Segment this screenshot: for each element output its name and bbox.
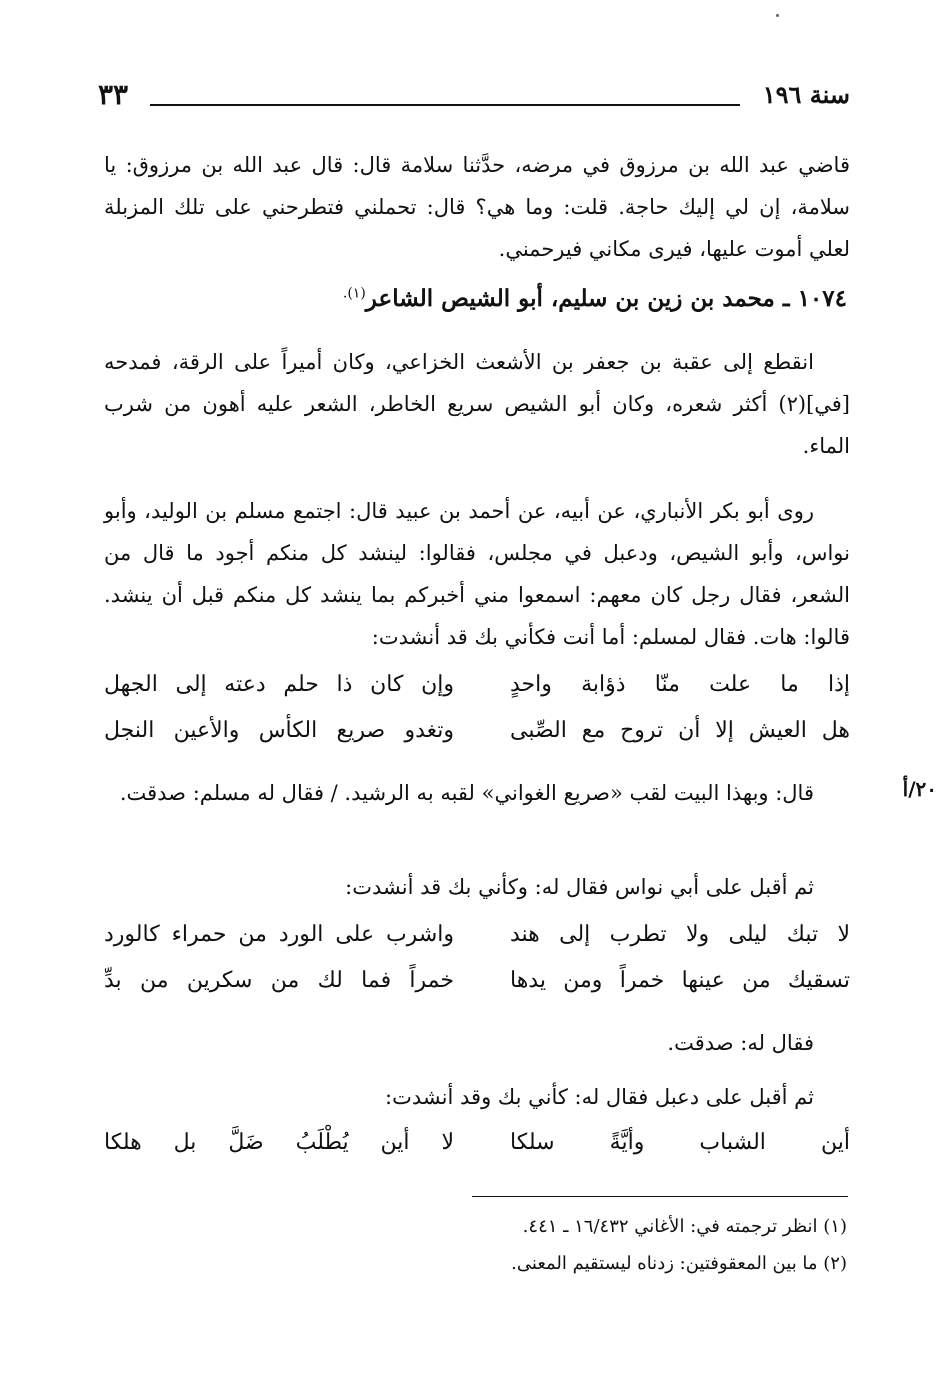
manuscript-folio-ref: ٢٠/أ (902, 777, 937, 801)
paragraph-3: روى أبو بكر الأنباري، عن أبيه، عن أحمد بن عبيد قال: اجتمع مسلم بن الوليد، وأبو نواس، وأبو الشيص، ودعبل في مجلس، فقالوا: لينشد كل منكم أجود ما قال من الشعر، فقال رجل كان معهم: اسمعوا مني أخبركم بما ينشد كل منكم قبل أن ينشد. قالوا: هات. فقال لمسلم: أما أنت فكأني بك قد أنشدت: (104, 499, 850, 649)
verse-first-hemistich: إذا ما علت منّا ذؤابة واحدٍ (510, 672, 850, 697)
paragraph-1: قاضي عبد الله بن مرزوق في مرضه، حدَّثنا سلامة قال: قال عبد الله بن مرزوق: يا سلامة، إن لي إليك حاجة. قلت: وما هي؟ قال: تحملني فتطرحني على تلك المزبلة لعلي أموت عليها، فيرى مكاني فيرحمني. (104, 153, 850, 261)
footnote-1: (١) انظر ترجمته في: الأغاني ١٦/٤٣٢ ـ ٤٤١. (522, 1216, 847, 1237)
paragraph-6: فقال له: صدقت. (667, 1031, 814, 1055)
header-rule (150, 104, 740, 106)
footnote-marker: (١). (342, 285, 366, 302)
verse-second-hemistich: خمراً فما لك من سكرين من بدِّ (104, 968, 454, 993)
page-number: ٣٣ (98, 78, 129, 111)
footnote-separator (472, 1196, 848, 1197)
verse-line (104, 968, 850, 1014)
verse-first-hemistich: أين الشباب وأيَّةً سلكا (510, 1130, 850, 1155)
verse-first-hemistich: لا تبك ليلى ولا تطرب إلى هند (510, 922, 850, 947)
scan-speck (776, 14, 779, 17)
paragraph-5: ثم أقبل على أبي نواس فقال له: وكأني بك قد أنشدت: (345, 875, 814, 899)
verse-line (104, 1130, 850, 1176)
entry-heading (343, 285, 847, 312)
verse-first-hemistich: هل العيش إلا أن تروح مع الصِّبى (510, 718, 850, 743)
verse-second-hemistich: واشرب على الورد من حمراء كالورد (104, 922, 454, 947)
verse-line (104, 672, 850, 718)
verse-line (104, 922, 850, 968)
running-title: سنة ١٩٦ (762, 80, 850, 109)
paragraph-7: ثم أقبل على دعبل فقال له: كأني بك وقد أنشدت: (385, 1085, 814, 1109)
entry-heading-text: ١٠٧٤ ـ محمد بن زين بن سليم، أبو الشيص الشاعر (365, 285, 847, 312)
verse-second-hemistich: وتغدو صريع الكأس والأعين النجل (104, 718, 454, 743)
footnote-2: (٢) ما بين المعقوفتين: زدناه ليستقيم المعنى. (511, 1253, 847, 1274)
verse-first-hemistich: تسقيك من عينها خمراً ومن يدها (510, 968, 850, 993)
paragraph-4: قال: وبهذا البيت لقب «صريع الغواني» لقبه به الرشيد. / فقال له مسلم: صدقت. (119, 781, 814, 805)
verse-second-hemistich: وإن كان ذا حلم دعته إلى الجهل (104, 672, 454, 697)
paragraph-2: انقطع إلى عقبة بن جعفر بن الأشعث الخزاعي، وكان أميراً على الرقة، فمدحه [في](٢) أكثر شعره، وكان أبو الشيص سريع الخاطر، الشعر عليه أهون من شرب الماء. (104, 350, 850, 458)
verse-second-hemistich: لا أين يُطْلَبُ ضَلَّ بل هلكا (104, 1130, 454, 1155)
verse-line (104, 718, 850, 764)
running-header (98, 78, 850, 118)
